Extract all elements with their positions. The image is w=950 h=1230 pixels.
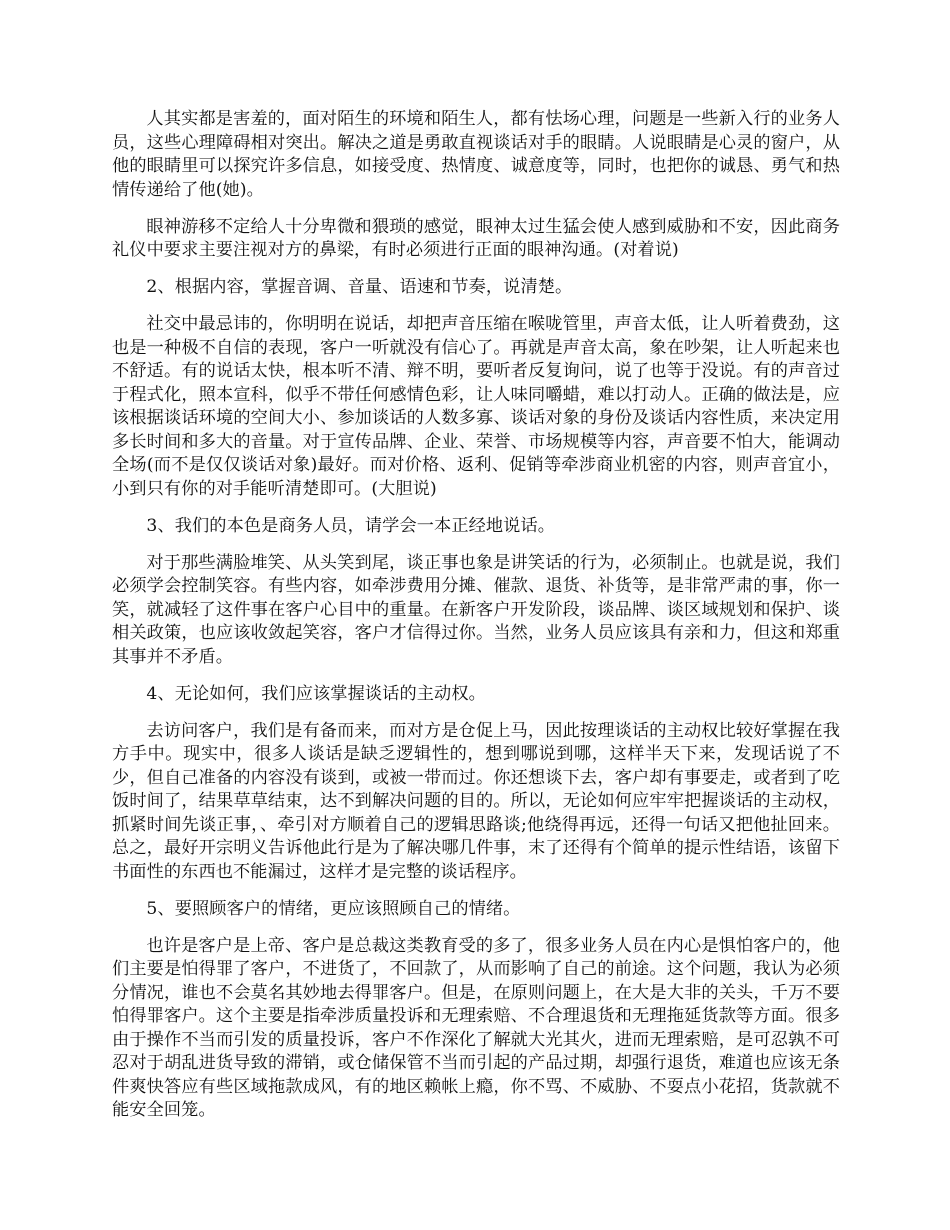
paragraph-emotions: 也许是客户是上帝、客户是总裁这类教育受的多了，很多业务人员在内心是惧怕客户的，他们主要是怕得罪了客户，不进货了，不回款了，从而影响了自己的前途。这个问题，我认为必须分情况，谁也不会莫名其妙地去得罪客户。但是，在原则问题上，在大是大非的关头，千万不要怕得罪客户。这个主要是指牵涉质量投诉和无理索赔、不合理退货和无理拖延货款等方面。很多由于操作不当而引发的质量投诉，客户不作深化了解就大光其火，进而无理索赔，是可忍孰不可忍对于胡乱进货导致的滞销，或仓储保管不当而引起的产品过期，却强行退货，难道也应该无条件爽快答应有些区域拖款成风，有的地区赖帐上瘾，你不骂、不威胁、不耍点小花招，货款就不能安全回笼。	[112, 935, 840, 1120]
paragraph-serious-speech: 对于那些满脸堆笑、从头笑到尾，谈正事也象是讲笑话的行为，必须制止。也就是说，我们必须学会控制笑容。有些内容，如牵涉费用分摊、催款、退货、补货等，是非常严肃的事，你一笑，就减轻了这件事在客户心目中的重量。在新客户开发阶段，谈品牌、谈区域规划和保护、谈相关政策，也应该收敛起笑容，客户才信得过你。当然，业务人员应该具有亲和力，但这和郑重其事并不矛盾。	[112, 552, 840, 667]
paragraph-initiative: 去访问客户，我们是有备而来，而对方是仓促上马，因此按理谈话的主动权比较好掌握在我方手中。现实中，很多人谈话是缺乏逻辑性的，想到哪说到哪，这样半天下来，发现话说了不少，但自己准备的内容没有谈到，或被一带而过。你还想谈下去，客户却有事要走，或者到了吃饭时间了，结果草草结束，达不到解决问题的目的。所以，无论如何应牢牢把握谈话的主动权，抓紧时间先谈正事，、牵引对方顺着自己的逻辑思路谈;他绕得再远，还得一句话又把他扯回来。总之，最好开宗明义告诉他此行是为了解决哪几件事，末了还得有个简单的提示性结语，该留下书面性的东西也不能漏过，这样才是完整的谈话程序。	[112, 720, 840, 882]
heading-voice-control: 2、根据内容，掌握音调、音量、语速和节奏，说清楚。	[146, 277, 573, 297]
document-body	[112, 108, 840, 1136]
paragraph-shyness: 人其实都是害羞的，面对陌生的环境和陌生人，都有怯场心理，问题是一些新入行的业务人员，这些心理障碍相对突出。解决之道是勇敢直视谈话对手的眼睛。人说眼睛是心灵的窗户，从他的眼睛里可以探究许多信息，如接受度、热情度、诚意度等，同时，也把你的诚恳、勇气和热情传递给了他(她)。	[112, 109, 840, 200]
heading-emotions: 5、要照顾客户的情绪，更应该照顾自己的情绪。	[146, 898, 521, 919]
heading-serious-speech: 3、我们的本色是商务人员，请学会一本正经地说话。	[146, 515, 556, 536]
paragraph-voice-control: 社交中最忌讳的，你明明在说话，却把声音压缩在喉咙管里，声音太低，让人听着费劲，这也是一种极不自信的表现，客户一听就没有信心了。再就是声音太高，象在吵架，让人听起来也不舒适。有的说话太快，根本听不清、辩不明，要听者反复询问，说了也等于没说。有的声音过于程式化，照本宣科，似乎不带任何感情色彩，让人味同嚼蜡，难以打动人。正确的做法是，应该根据谈话环境的空间大小、参加谈话的人数多寡、谈话对象的身份及谈话内容性质，来决定用多长时间和多大的音量。对于宣传品牌、企业、荣誉、市场规模等内容，声音要不怕大，能调动全场(而不是仅仅谈话对象)最好。而对价格、返利、促销等牵涉商业机密的内容，则声音宜小，小到只有你的对手能听清楚即可。(大胆说)	[112, 314, 840, 499]
paragraph-eye-contact: 眼神游移不定给人十分卑微和猥琐的感觉，眼神太过生猛会使人感到威胁和不安，因此商务礼仪中要求主要注视对方的鼻梁，有时必须进行正面的眼神沟通。(对着说)	[112, 216, 840, 260]
heading-initiative: 4、无论如何，我们应该掌握谈话的主动权。	[146, 683, 486, 704]
